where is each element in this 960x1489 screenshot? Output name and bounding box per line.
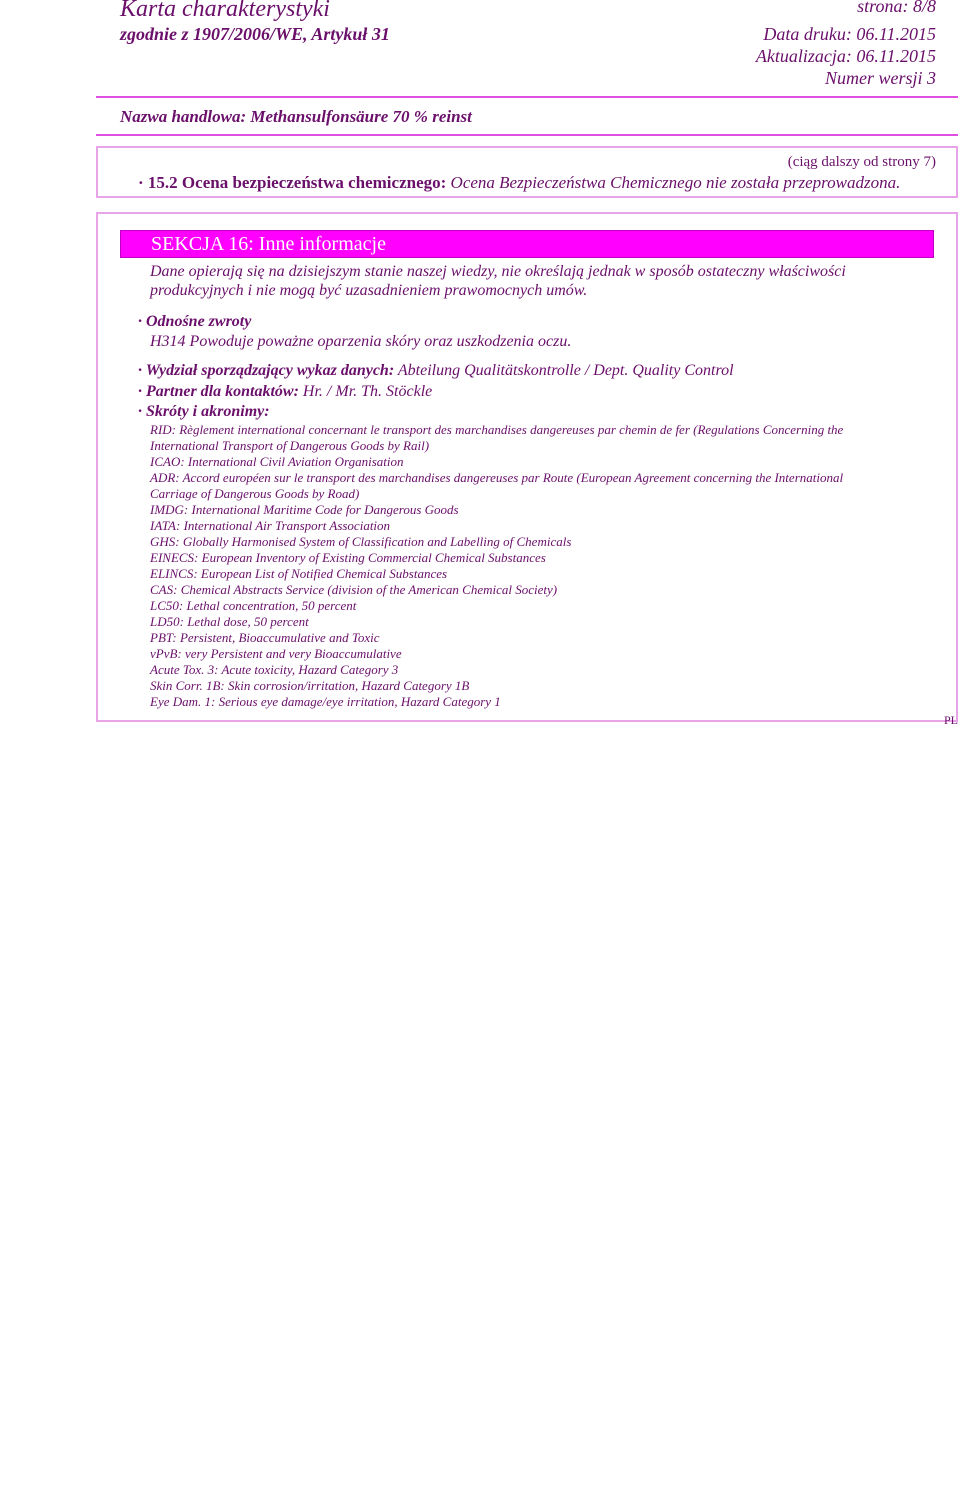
section-15-2-label: · 15.2 Ocena bezpieczeństwa chemicznego: bbox=[138, 173, 447, 192]
abbreviation-line: GHS: Globally Harmonised System of Classification and Labelling of Chemicals bbox=[150, 534, 572, 549]
header-divider-top bbox=[96, 96, 958, 98]
intro-line-2: produkcyjnych i nie mogą być uzasadnieniem prawomocnych umów. bbox=[150, 282, 588, 299]
contact-label: · Partner dla kontaktów: bbox=[138, 383, 299, 400]
abbreviation-line: Acute Tox. 3: Acute toxicity, Hazard Category 3 bbox=[150, 662, 399, 677]
header-divider-bottom bbox=[96, 134, 958, 136]
abbreviation-line: Carriage of Dangerous Goods by Road) bbox=[150, 486, 360, 501]
continued-note: (ciąg dalszy od strony 7) bbox=[787, 154, 936, 170]
department-label: · Wydział sporządzający wykaz danych: bbox=[138, 362, 395, 379]
section-16-header bbox=[120, 230, 934, 258]
section-15-2-line bbox=[138, 173, 900, 193]
intro-line-1: Dane opierają się na dzisiejszym stanie naszej wiedzy, nie określają jednak w sposób ostateczny właściwości bbox=[150, 263, 846, 280]
regulation-reference: zgodnie z 1907/2006/WE, Artykuł 31 bbox=[120, 24, 390, 44]
abbreviation-line: ADR: Accord européen sur le transport des marchandises dangereuses par Route (European Agreement concerning the International bbox=[150, 470, 844, 485]
version-number: Numer wersji 3 bbox=[824, 68, 936, 88]
abbreviation-line: International Transport of Dangerous Goods by Rail) bbox=[150, 438, 430, 453]
section-16-title: SEKCJA 16: Inne informacje bbox=[151, 233, 386, 255]
phrases-label: · Odnośne zwroty bbox=[138, 313, 252, 330]
document-title: Karta charakterystyki bbox=[120, 0, 330, 22]
abbreviation-line: LC50: Lethal concentration, 50 percent bbox=[150, 598, 357, 613]
abbreviation-line: Skin Corr. 1B: Skin corrosion/irritation, Hazard Category 1B bbox=[150, 678, 470, 693]
abbreviations-label: · Skróty i akronimy: bbox=[138, 403, 270, 420]
abbreviation-line: ELINCS: European List of Notified Chemical Substances bbox=[150, 566, 448, 581]
abbreviation-line: PBT: Persistent, Bioaccumulative and Toxic bbox=[150, 630, 380, 645]
page-number: strona: 8/8 bbox=[857, 0, 936, 16]
abbreviation-line: CAS: Chemical Abstracts Service (division of the American Chemical Society) bbox=[150, 582, 558, 597]
contact-value: Hr. / Mr. Th. Stöckle bbox=[298, 383, 433, 400]
update-date: Aktualizacja: 06.11.2015 bbox=[755, 46, 936, 66]
abbreviation-line: RID: Règlement international concernant le transport des marchandises dangereuses par chemin de fer (Regulations Concerning the bbox=[150, 422, 844, 437]
contact-line bbox=[138, 383, 432, 401]
department-value: Abteilung Qualitätskontrolle / Dept. Quality Control bbox=[394, 362, 734, 379]
abbreviation-line: LD50: Lethal dose, 50 percent bbox=[150, 614, 309, 629]
abbreviation-line: ICAO: International Civil Aviation Organisation bbox=[150, 454, 404, 469]
phrase-h314: H314 Powoduje poważne oparzenia skóry oraz uszkodzenia oczu. bbox=[150, 333, 572, 350]
department-line bbox=[138, 362, 734, 380]
abbreviation-line: IMDG: International Maritime Code for Dangerous Goods bbox=[150, 502, 459, 517]
abbreviation-line: Eye Dam. 1: Serious eye damage/eye irritation, Hazard Category 1 bbox=[150, 694, 501, 709]
abbreviation-line: IATA: International Air Transport Association bbox=[150, 518, 391, 533]
trade-name: Nazwa handlowa: Methansulfonsäure 70 % reinst bbox=[120, 107, 472, 126]
print-date: Data druku: 06.11.2015 bbox=[763, 24, 936, 44]
abbreviation-line: EINECS: European Inventory of Existing Commercial Chemical Substances bbox=[150, 550, 546, 565]
abbreviation-line: vPvB: very Persistent and very Bioaccumulative bbox=[150, 646, 402, 661]
section-15-2-text: Ocena Bezpieczeństwa Chemicznego nie została przeprowadzona. bbox=[446, 173, 901, 192]
language-code: PL bbox=[943, 713, 958, 727]
